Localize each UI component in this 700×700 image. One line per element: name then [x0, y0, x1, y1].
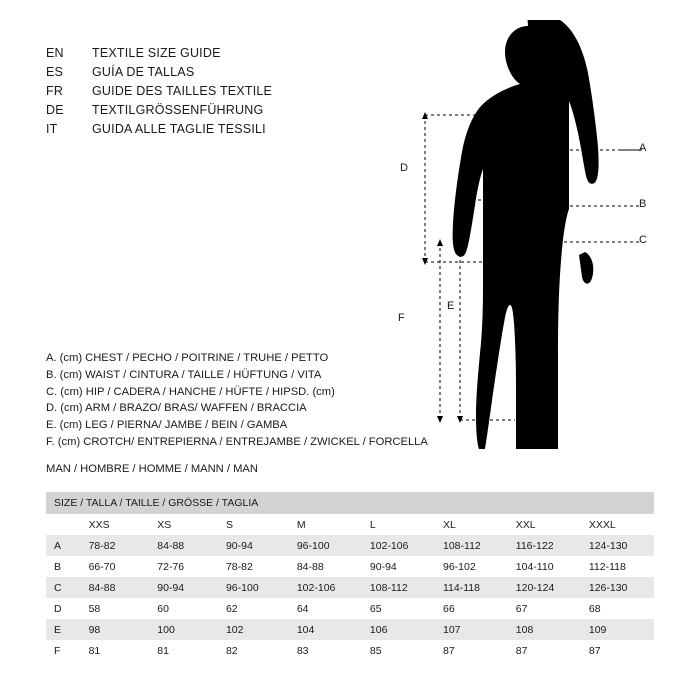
cell: 124-130 — [581, 535, 654, 556]
cell: 102-106 — [289, 577, 362, 598]
row-label: C — [46, 577, 81, 598]
cell: 108-112 — [435, 535, 508, 556]
cell: 65 — [362, 598, 435, 619]
column-header: XXL — [508, 514, 581, 535]
column-header: XXXL — [581, 514, 654, 535]
label-f: F — [398, 312, 405, 324]
cell: 126-130 — [581, 577, 654, 598]
cell: 116-122 — [508, 535, 581, 556]
cell: 106 — [362, 619, 435, 640]
label-b: B — [639, 198, 647, 210]
table-header-row — [46, 492, 654, 514]
table-row — [46, 577, 654, 598]
cell: 66-70 — [81, 556, 150, 577]
label-d: D — [400, 162, 408, 174]
cell: 64 — [289, 598, 362, 619]
row-label: B — [46, 556, 81, 577]
cell: 96-100 — [218, 577, 289, 598]
size-table — [46, 492, 654, 661]
table-row — [46, 640, 654, 661]
label-a: A — [639, 142, 647, 154]
language-row — [46, 120, 346, 139]
language-code: ES — [46, 65, 64, 79]
table-row — [46, 535, 654, 556]
cell: 90-94 — [362, 556, 435, 577]
label-e: E — [447, 300, 455, 312]
cell: 84-88 — [81, 577, 150, 598]
legend-line-a: A. (cm) CHEST / PECHO / POITRINE / TRUHE / PETTO — [46, 352, 329, 364]
cell: 58 — [81, 598, 150, 619]
language-code: FR — [46, 84, 64, 98]
legend-block — [46, 350, 446, 451]
cell: 81 — [81, 640, 150, 661]
cell: 81 — [149, 640, 218, 661]
column-header: XS — [149, 514, 218, 535]
language-title: TEXTILE SIZE GUIDE — [92, 46, 221, 60]
language-code: EN — [46, 46, 64, 60]
legend-line-e: E. (cm) LEG / PIERNA/ JAMBE / BEIN / GAMBA — [46, 419, 288, 432]
cell: 104-110 — [508, 556, 581, 577]
row-label: D — [46, 598, 81, 619]
legend-line-b: B. (cm) WAIST / CINTURA / TAILLE / HÜFTUNG / VITA — [46, 368, 322, 381]
language-title: GUIDA ALLE TAGLIE TESSILI — [92, 122, 266, 136]
cell: 112-118 — [581, 556, 654, 577]
cell: 98 — [81, 619, 150, 640]
cell: 102 — [218, 619, 289, 640]
cell: 84-88 — [149, 535, 218, 556]
column-header: L — [362, 514, 435, 535]
table-column-row — [46, 514, 654, 535]
gender-line: MAN / HOMBRE / HOMME / MANN / MAN — [46, 463, 258, 475]
language-title: TEXTILGRÖSSENFÜHRUNG — [92, 103, 264, 117]
cell: 100 — [149, 619, 218, 640]
table-header-title: SIZE / TALLA / TAILLE / GRÖSSE / TAGLIA — [46, 492, 654, 514]
table-row — [46, 619, 654, 640]
cell: 96-100 — [289, 535, 362, 556]
language-row — [46, 44, 346, 63]
language-title-block — [46, 44, 346, 139]
cell: 85 — [362, 640, 435, 661]
cell: 60 — [149, 598, 218, 619]
language-row — [46, 101, 346, 120]
cell: 62 — [218, 598, 289, 619]
cell: 87 — [508, 640, 581, 661]
row-label: A — [46, 535, 81, 556]
cell: 108-112 — [362, 577, 435, 598]
column-header: XL — [435, 514, 508, 535]
cell: 66 — [435, 598, 508, 619]
cell: 68 — [581, 598, 654, 619]
cell: 72-76 — [149, 556, 218, 577]
cell: 90-94 — [218, 535, 289, 556]
column-header: M — [289, 514, 362, 535]
table-row — [46, 556, 654, 577]
cell: 96-102 — [435, 556, 508, 577]
language-title: GUIDE DES TAILLES TEXTILE — [92, 84, 273, 98]
cell: 102-106 — [362, 535, 435, 556]
cell: 107 — [435, 619, 508, 640]
language-code: IT — [46, 122, 58, 136]
language-code: DE — [46, 103, 64, 117]
table-row — [46, 598, 654, 619]
cell: 67 — [508, 598, 581, 619]
column-header: S — [218, 514, 289, 535]
legend-line-f: F. (cm) CROTCH/ ENTREPIERNA / ENTREJAMBE / ZWICKEL / FORCELLA — [46, 435, 428, 448]
language-row — [46, 82, 346, 101]
cell: 87 — [581, 640, 654, 661]
row-label: E — [46, 619, 81, 640]
cell: 114-118 — [435, 577, 508, 598]
size-table-wrap — [46, 492, 654, 661]
cell: 90-94 — [149, 577, 218, 598]
cell: 109 — [581, 619, 654, 640]
cell: 120-124 — [508, 577, 581, 598]
cell: 83 — [289, 640, 362, 661]
cell: 82 — [218, 640, 289, 661]
language-row — [46, 63, 346, 82]
column-header: XXS — [81, 514, 150, 535]
legend-line-d: D. (cm) ARM / BRAZO/ BRAS/ WAFFEN / BRACCIA — [46, 402, 307, 415]
cell: 78-82 — [81, 535, 150, 556]
cell: 78-82 — [218, 556, 289, 577]
cell: 84-88 — [289, 556, 362, 577]
column-header — [46, 514, 81, 535]
language-title: GUÍA DE TALLAS — [92, 65, 195, 79]
row-label: F — [46, 640, 81, 661]
cell: 87 — [435, 640, 508, 661]
label-c: C — [639, 234, 647, 246]
cell: 104 — [289, 619, 362, 640]
legend-line-c: C. (cm) HIP / CADERA / HANCHE / HÜFTE / HIPSD. (cm) — [46, 385, 335, 398]
cell: 108 — [508, 619, 581, 640]
